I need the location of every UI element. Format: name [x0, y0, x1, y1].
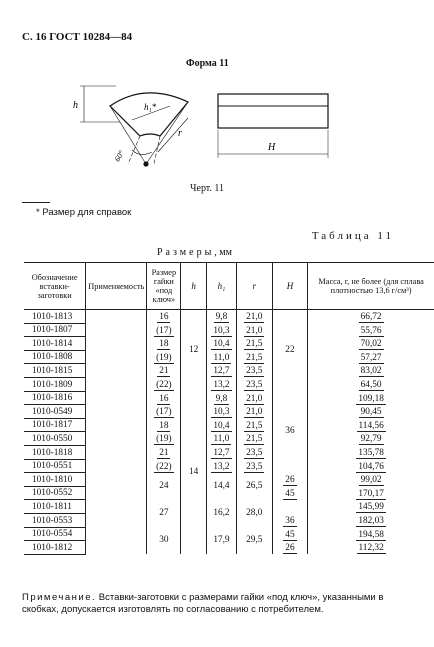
cell-mass-value: 194,58: [358, 529, 384, 540]
cell-r: [236, 432, 272, 446]
cell-mass: [308, 405, 434, 419]
col-nut-size: Размер гайки «под ключ»: [147, 263, 181, 310]
cell-h1-value: 10,4: [213, 339, 230, 350]
cell-mass-value: 57,27: [360, 352, 382, 363]
table-header-row: [24, 263, 434, 310]
cell-H-value: 45: [285, 529, 295, 540]
cell-r-value: 21,5: [246, 339, 263, 350]
cell-code: 1010-0554: [24, 527, 86, 541]
cell-mass-value: 70,02: [360, 339, 382, 350]
cell-h1: [207, 323, 237, 337]
table-row: [24, 364, 434, 378]
cell-nut-value: (17): [156, 407, 172, 418]
cell-mass: [308, 350, 434, 364]
cell-h1-value: 11,0: [213, 434, 230, 445]
table-note: [22, 592, 417, 615]
figure-caption: Черт. 11: [190, 183, 225, 194]
cell-mass-value: 55,76: [360, 325, 382, 336]
table-row: [24, 500, 434, 514]
table-row: [24, 391, 434, 405]
cell-r: [236, 323, 272, 337]
cell-r: [236, 418, 272, 432]
table-body: [24, 310, 434, 555]
cell-code: 1010-0551: [24, 459, 86, 473]
cell-r-value: 21,5: [246, 352, 263, 363]
cell-application: [86, 350, 147, 364]
col-code: Обозначение вставки-заготовки: [24, 263, 86, 310]
table-row: [24, 527, 434, 541]
cell-r: [236, 364, 272, 378]
col-mass: Масса, г, не более (для сплава плотностью 13,6 г/см³): [308, 263, 434, 310]
cell-application: [86, 500, 147, 514]
cell-mass-value: 170,17: [358, 488, 384, 499]
cell-h1: [207, 432, 237, 446]
cell-h1-value: 10,3: [213, 407, 230, 418]
cell-r-value: 21,0: [246, 407, 263, 418]
cell-r: [236, 445, 272, 459]
table-label: Таблица 11: [311, 230, 394, 242]
cell-H-value: 26: [285, 543, 295, 554]
cell-application: [86, 527, 147, 541]
cell-application: [86, 513, 147, 527]
cell-nut-value: (19): [156, 352, 172, 363]
cell-h1: [207, 310, 237, 324]
cell-code: 1010-1818: [24, 445, 86, 459]
cell-H: [272, 473, 308, 487]
cell-r: 26,5: [236, 473, 272, 500]
cell-mass: [308, 541, 434, 555]
label-r: r: [178, 128, 182, 139]
cell-h1-value: 12,7: [213, 366, 230, 377]
table-title-unit: , мм: [214, 247, 232, 258]
cell-h1-value: 11,0: [213, 352, 230, 363]
cell-code: 1010-1808: [24, 350, 86, 364]
cell-r: [236, 337, 272, 351]
cell-application: [86, 541, 147, 555]
cell-nut: [147, 323, 181, 337]
cell-h1-value: 12,7: [213, 448, 230, 459]
cell-mass-value: 112,32: [358, 543, 384, 554]
cell-r-value: 21,0: [246, 312, 263, 323]
cell-mass: [308, 432, 434, 446]
label-h1: h₁*: [144, 102, 157, 112]
cell-r: 29,5: [236, 527, 272, 554]
cell-mass: [308, 323, 434, 337]
table-row: [24, 473, 434, 487]
cell-h1: [207, 337, 237, 351]
cell-r: [236, 350, 272, 364]
cell-h1-value: 13,2: [213, 461, 230, 472]
cell-mass-value: 92,79: [360, 434, 382, 445]
cell-h1-value: 10,4: [213, 420, 230, 431]
cell-application: [86, 432, 147, 446]
cell-h1: 17,9: [207, 527, 237, 554]
cell-code: 1010-1807: [24, 323, 86, 337]
cell-mass-value: 99,02: [360, 475, 382, 486]
cell-mass-value: 64,50: [360, 380, 382, 391]
cell-mass: [308, 337, 434, 351]
col-application: Применяемость: [86, 263, 147, 310]
page-header: С. 16 ГОСТ 10284—84: [22, 31, 133, 43]
cell-H-value: 36: [285, 516, 295, 526]
cell-code: 1010-1815: [24, 364, 86, 378]
cell-h1: [207, 350, 237, 364]
cell-mass-value: 109,18: [358, 393, 384, 404]
table-row: [24, 377, 434, 391]
cell-h: 12: [181, 310, 207, 392]
cell-r: [236, 377, 272, 391]
cell-mass: [308, 527, 434, 541]
cell-nut: [147, 364, 181, 378]
cell-mass: [308, 377, 434, 391]
cell-mass-value: 135,78: [358, 448, 384, 459]
cell-nut: [147, 418, 181, 432]
cell-code: 1010-1812: [24, 541, 86, 555]
cell-mass-value: 104,76: [358, 461, 384, 472]
cell-nut-value: 21: [159, 448, 169, 459]
table-row: [24, 459, 434, 473]
cell-application: [86, 473, 147, 487]
technical-drawing: [70, 78, 350, 176]
cell-nut: [147, 405, 181, 419]
cell-mass: [308, 391, 434, 405]
cell-mass: [308, 364, 434, 378]
cell-code: 1010-0550: [24, 432, 86, 446]
cell-H: 22: [272, 310, 308, 392]
cell-nut: 24: [147, 473, 181, 500]
cell-h1: 14,4: [207, 473, 237, 500]
cell-application: [86, 445, 147, 459]
cell-r: [236, 310, 272, 324]
cell-nut: [147, 445, 181, 459]
cell-application: [86, 405, 147, 419]
table-row: [24, 405, 434, 419]
cell-nut: [147, 377, 181, 391]
label-angle: 60°: [112, 148, 127, 164]
cell-r-value: 21,0: [246, 393, 263, 404]
cell-code: 1010-1814: [24, 337, 86, 351]
table-row: [24, 350, 434, 364]
cell-nut-value: (17): [156, 325, 172, 336]
table-title-text: Размеры: [157, 247, 215, 258]
cell-h1: [207, 377, 237, 391]
cell-mass-value: 145,99: [358, 502, 384, 513]
cell-mass: [308, 445, 434, 459]
cell-nut: [147, 350, 181, 364]
col-H: H: [272, 263, 308, 310]
cell-code: 1010-1810: [24, 473, 86, 487]
cell-nut: 30: [147, 527, 181, 554]
cell-nut: [147, 310, 181, 324]
cell-application: [86, 364, 147, 378]
cell-r: 28,0: [236, 500, 272, 527]
cell-h1: [207, 459, 237, 473]
cell-r: [236, 391, 272, 405]
cell-h1-value: 10,3: [213, 325, 230, 336]
cell-code: 1010-1817: [24, 418, 86, 432]
cell-application: [86, 377, 147, 391]
table-row: [24, 310, 434, 324]
table-row: [24, 432, 434, 446]
cell-H-value: 45: [285, 488, 295, 499]
table-row: [24, 418, 434, 432]
cell-nut-value: 18: [159, 339, 169, 350]
cell-r-value: 21,0: [246, 325, 263, 336]
cell-mass: [308, 459, 434, 473]
cell-code: 1010-1813: [24, 310, 86, 324]
cell-code: 1010-1816: [24, 391, 86, 405]
cell-r-value: 23,5: [246, 380, 263, 391]
cell-mass-value: 114,56: [358, 420, 384, 431]
cell-r: [236, 459, 272, 473]
cell-r: [236, 405, 272, 419]
footnote: * Размер для справок: [36, 207, 132, 218]
cell-r-value: 23,5: [246, 366, 263, 377]
cell-h1-value: 9,8: [215, 393, 228, 404]
cell-mass: [308, 310, 434, 324]
cell-r-value: 21,5: [246, 434, 263, 445]
cell-H: [272, 541, 308, 555]
footnote-rule: [22, 202, 50, 203]
cell-nut-value: (22): [156, 380, 172, 391]
cell-code: 1010-0553: [24, 513, 86, 527]
cell-mass: [308, 473, 434, 487]
table-title: [157, 247, 232, 258]
cell-H: [272, 500, 308, 527]
cell-h1: 16,2: [207, 500, 237, 527]
col-h: h: [181, 263, 207, 310]
cell-application: [86, 486, 147, 500]
cell-application: [86, 459, 147, 473]
cell-nut-value: 16: [159, 312, 169, 323]
table-row: [24, 323, 434, 337]
cell-application: [86, 323, 147, 337]
table-row: [24, 337, 434, 351]
cell-mass: [308, 500, 434, 514]
cell-H: 36: [272, 391, 308, 473]
cell-h1: [207, 445, 237, 459]
label-h: h: [73, 100, 78, 111]
cell-mass-value: 83,02: [360, 366, 382, 377]
cell-h1-value: 9,8: [215, 312, 228, 323]
cell-r-value: 23,5: [246, 461, 263, 472]
cell-h1: [207, 418, 237, 432]
cell-nut: 27: [147, 500, 181, 527]
cell-H: [272, 486, 308, 500]
cell-mass: [308, 486, 434, 500]
cell-application: [86, 310, 147, 324]
cell-mass: [308, 418, 434, 432]
cell-nut: [147, 391, 181, 405]
cell-h1: [207, 364, 237, 378]
cell-h: 14: [181, 391, 207, 554]
cell-mass-value: 182,03: [358, 516, 384, 526]
cell-nut: [147, 337, 181, 351]
cell-code: 1010-1811: [24, 500, 86, 514]
cell-r-value: 23,5: [246, 448, 263, 459]
cell-nut: [147, 459, 181, 473]
cell-nut-value: 18: [159, 420, 169, 431]
cell-h1: [207, 405, 237, 419]
cell-nut-value: (19): [156, 434, 172, 445]
cell-application: [86, 418, 147, 432]
cell-mass-value: 66,72: [360, 312, 382, 323]
cell-application: [86, 391, 147, 405]
cell-code: 1010-0552: [24, 486, 86, 500]
cell-mass-value: 90,45: [360, 407, 382, 418]
form-title: Форма 11: [186, 58, 229, 69]
dimensions-table: [24, 262, 434, 555]
cell-application: [86, 337, 147, 351]
cell-nut-value: 16: [159, 393, 169, 404]
cell-nut-value: (22): [156, 461, 172, 472]
note-lead: Примечание.: [22, 592, 97, 603]
col-h1: h₁: [207, 263, 237, 310]
label-H: H: [268, 142, 276, 153]
sector-outline: [110, 93, 188, 136]
cell-H: [272, 527, 308, 541]
table-row: [24, 445, 434, 459]
cell-r-value: 21,5: [246, 420, 263, 431]
cell-mass: [308, 513, 434, 527]
cell-H-value: 26: [285, 475, 295, 486]
cell-nut-value: 21: [159, 366, 169, 377]
cell-code: 1010-1809: [24, 377, 86, 391]
col-r: r: [236, 263, 272, 310]
cell-code: 1010-0549: [24, 405, 86, 419]
cell-h1: [207, 391, 237, 405]
cell-nut: [147, 432, 181, 446]
cell-h1-value: 13,2: [213, 380, 230, 391]
note-text: Вставки-заготовки с размерами гайки «под ключ», указанными в скобках, допускается изготовлять по согласованию с потребителем.: [22, 592, 384, 615]
